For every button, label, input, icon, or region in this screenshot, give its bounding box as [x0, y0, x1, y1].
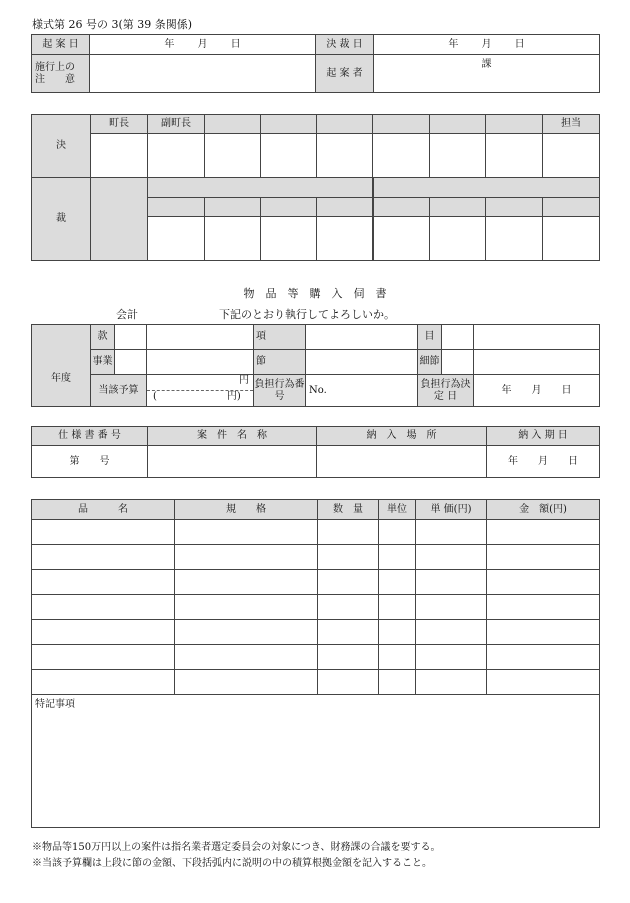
unit-price-cell[interactable]	[416, 570, 487, 595]
kiansha-label: 起 案 者	[316, 55, 374, 93]
sai-label: 裁	[32, 178, 91, 261]
header-blank	[430, 115, 486, 134]
unit-price-header: 単 価(円)	[416, 500, 487, 520]
header-blank	[486, 115, 543, 134]
spec-cell[interactable]	[175, 570, 318, 595]
kou-label: 項	[254, 325, 306, 350]
header-table	[31, 34, 600, 93]
spec-cell[interactable]	[175, 620, 318, 645]
seal-cell[interactable]	[205, 134, 261, 178]
amount-cell[interactable]	[487, 545, 600, 570]
group-header-left	[148, 178, 373, 198]
futan-date-label: 負担行為決 定 日	[418, 375, 474, 407]
case-name-value[interactable]	[148, 446, 317, 478]
seal-cell[interactable]	[148, 217, 205, 261]
item-name-cell[interactable]	[32, 620, 175, 645]
sub-header	[261, 198, 317, 217]
item-row	[32, 670, 600, 695]
sub-header	[373, 198, 430, 217]
item-row	[32, 620, 600, 645]
kan-value[interactable]	[147, 325, 254, 350]
unit-header: 単位	[379, 500, 416, 520]
unit-cell[interactable]	[379, 520, 416, 545]
qty-cell[interactable]	[318, 670, 379, 695]
moku-no[interactable]	[442, 325, 474, 350]
amount-cell[interactable]	[487, 620, 600, 645]
unit-cell[interactable]	[379, 645, 416, 670]
sub-header	[486, 198, 543, 217]
setsu-value[interactable]	[306, 350, 418, 375]
kian-date-value[interactable]: 年 月 日	[90, 35, 316, 55]
seal-cell[interactable]	[430, 134, 486, 178]
document-title: 物 品 等 購 入 伺 書	[243, 287, 387, 300]
unit-price-cell[interactable]	[416, 520, 487, 545]
sub-header	[205, 198, 261, 217]
seal-cell[interactable]	[486, 217, 543, 261]
kessai-date-value[interactable]: 年 月 日	[374, 35, 600, 55]
amount-header: 金 額(円)	[487, 500, 600, 520]
delivery-date-header: 納 入 期 日	[487, 427, 600, 446]
header-blank	[261, 115, 317, 134]
seal-cell[interactable]	[430, 217, 486, 261]
header-blank	[317, 115, 373, 134]
amount-cell[interactable]	[487, 670, 600, 695]
unit-cell[interactable]	[379, 620, 416, 645]
futan-no-value[interactable]: No.	[306, 375, 418, 407]
kan-no[interactable]	[115, 325, 147, 350]
item-row	[32, 645, 600, 670]
kiansha-value[interactable]: 課	[374, 55, 600, 93]
form-number: 様式第 26 号の 3(第 39 条関係)	[32, 18, 193, 31]
qty-header: 数 量	[318, 500, 379, 520]
items-table	[31, 499, 600, 828]
intro-text: 下記のとおり執行してよろしいか。	[219, 308, 395, 321]
header-tantou: 担当	[543, 115, 600, 134]
kian-date-label: 起 案 日	[32, 35, 90, 55]
unit-cell[interactable]	[379, 570, 416, 595]
sub-header	[317, 198, 373, 217]
saimoku-no[interactable]	[442, 350, 474, 375]
unit-price-cell[interactable]	[416, 670, 487, 695]
sub-header	[543, 198, 600, 217]
amount-cell[interactable]	[487, 645, 600, 670]
sekou-label-line1: 施行上の	[35, 61, 75, 73]
header-blank	[205, 115, 261, 134]
remarks-label: 特記事項	[35, 699, 75, 710]
seal-cell[interactable]	[543, 134, 600, 178]
item-name-cell[interactable]	[32, 545, 175, 570]
seal-cell[interactable]	[543, 217, 600, 261]
unit-price-cell[interactable]	[416, 620, 487, 645]
saimoku-value[interactable]	[474, 350, 600, 375]
item-name-cell[interactable]	[32, 595, 175, 620]
note-1: ※物品等150万円以上の案件は指名業者選定委員会の対象につき、財務課の合議を要する。	[32, 842, 441, 853]
ketsu-label: 決	[32, 115, 91, 178]
header-chouchou: 町長	[91, 115, 148, 134]
seal-cell[interactable]	[373, 217, 430, 261]
seal-cell[interactable]	[373, 134, 430, 178]
header-blank	[373, 115, 430, 134]
amount-cell[interactable]	[487, 520, 600, 545]
delivery-place-value[interactable]	[317, 446, 487, 478]
seal-cell[interactable]	[261, 217, 317, 261]
yosan-label: 当該予算	[91, 375, 147, 407]
seal-cell[interactable]	[486, 134, 543, 178]
futan-date-value[interactable]: 年 月 日	[474, 375, 600, 407]
item-name-cell[interactable]	[32, 645, 175, 670]
qty-cell[interactable]	[318, 645, 379, 670]
seal-cell[interactable]	[317, 217, 373, 261]
item-name-header: 品 名	[32, 500, 175, 520]
unit-cell[interactable]	[379, 670, 416, 695]
seal-cell[interactable]	[317, 134, 373, 178]
seal-cell[interactable]	[148, 134, 205, 178]
unit-price-cell[interactable]	[416, 645, 487, 670]
seal-cell[interactable]	[261, 134, 317, 178]
item-row	[32, 520, 600, 545]
sekou-label	[32, 55, 90, 93]
item-row	[32, 545, 600, 570]
nendo-label: 年度	[32, 325, 91, 407]
sub-header	[430, 198, 486, 217]
sub-header	[148, 198, 205, 217]
note-2: ※当該予算欄は上段に節の金額、下段括弧内に説明の中の積算根拠金額を記入すること。	[32, 858, 432, 869]
seal-cell[interactable]	[91, 134, 148, 178]
spec-cell[interactable]	[175, 645, 318, 670]
budget-table	[31, 324, 600, 407]
yosan-yen: 円	[147, 375, 253, 391]
amount-cell[interactable]	[487, 595, 600, 620]
delivery-date-value[interactable]: 年 月 日	[487, 446, 600, 478]
unit-cell[interactable]	[379, 595, 416, 620]
yosan-yen-bracket: ( 円)	[153, 391, 241, 402]
spec-table	[31, 426, 600, 478]
header-fukuchouchou: 副町長	[148, 115, 205, 134]
kou-value[interactable]	[306, 325, 418, 350]
moku-label: 目	[418, 325, 442, 350]
setsu-label: 節	[254, 350, 306, 375]
spec-cell[interactable]	[175, 520, 318, 545]
item-name-cell[interactable]	[32, 520, 175, 545]
spec-header: 規 格	[175, 500, 318, 520]
spec-cell[interactable]	[175, 545, 318, 570]
saimoku-label: 細節	[418, 350, 442, 375]
sekou-label-line2: 注 意	[35, 73, 75, 85]
futan-no-label: 負担行為番 号	[254, 375, 306, 407]
sekou-value[interactable]	[90, 55, 316, 93]
spec-cell[interactable]	[175, 670, 318, 695]
kan-label: 款	[91, 325, 115, 350]
item-row	[32, 570, 600, 595]
kessai-date-label: 決 裁 日	[316, 35, 374, 55]
sai-blank	[91, 178, 148, 261]
moku-value[interactable]	[474, 325, 600, 350]
qty-cell[interactable]	[318, 545, 379, 570]
approval-table	[31, 114, 600, 261]
item-row	[32, 595, 600, 620]
jigyou-no[interactable]	[115, 350, 147, 375]
unit-cell[interactable]	[379, 545, 416, 570]
item-name-cell[interactable]	[32, 670, 175, 695]
case-name-header: 案 件 名 称	[148, 427, 317, 446]
qty-cell[interactable]	[318, 570, 379, 595]
delivery-place-header: 納 入 場 所	[317, 427, 487, 446]
group-header-right	[373, 178, 600, 198]
yosan-value[interactable]	[147, 375, 254, 407]
item-name-cell[interactable]	[32, 570, 175, 595]
qty-cell[interactable]	[318, 595, 379, 620]
unit-price-cell[interactable]	[416, 595, 487, 620]
unit-price-cell[interactable]	[416, 545, 487, 570]
amount-cell[interactable]	[487, 570, 600, 595]
jigyou-value[interactable]	[147, 350, 254, 375]
seal-cell[interactable]	[205, 217, 261, 261]
kaikei-label: 会計	[116, 308, 138, 321]
spec-no-value[interactable]: 第 号	[32, 446, 148, 478]
remarks-box[interactable]	[32, 695, 600, 828]
qty-cell[interactable]	[318, 520, 379, 545]
qty-cell[interactable]	[318, 620, 379, 645]
spec-no-header: 仕 様 書 番 号	[32, 427, 148, 446]
jigyou-label: 事業	[91, 350, 115, 375]
spec-cell[interactable]	[175, 595, 318, 620]
